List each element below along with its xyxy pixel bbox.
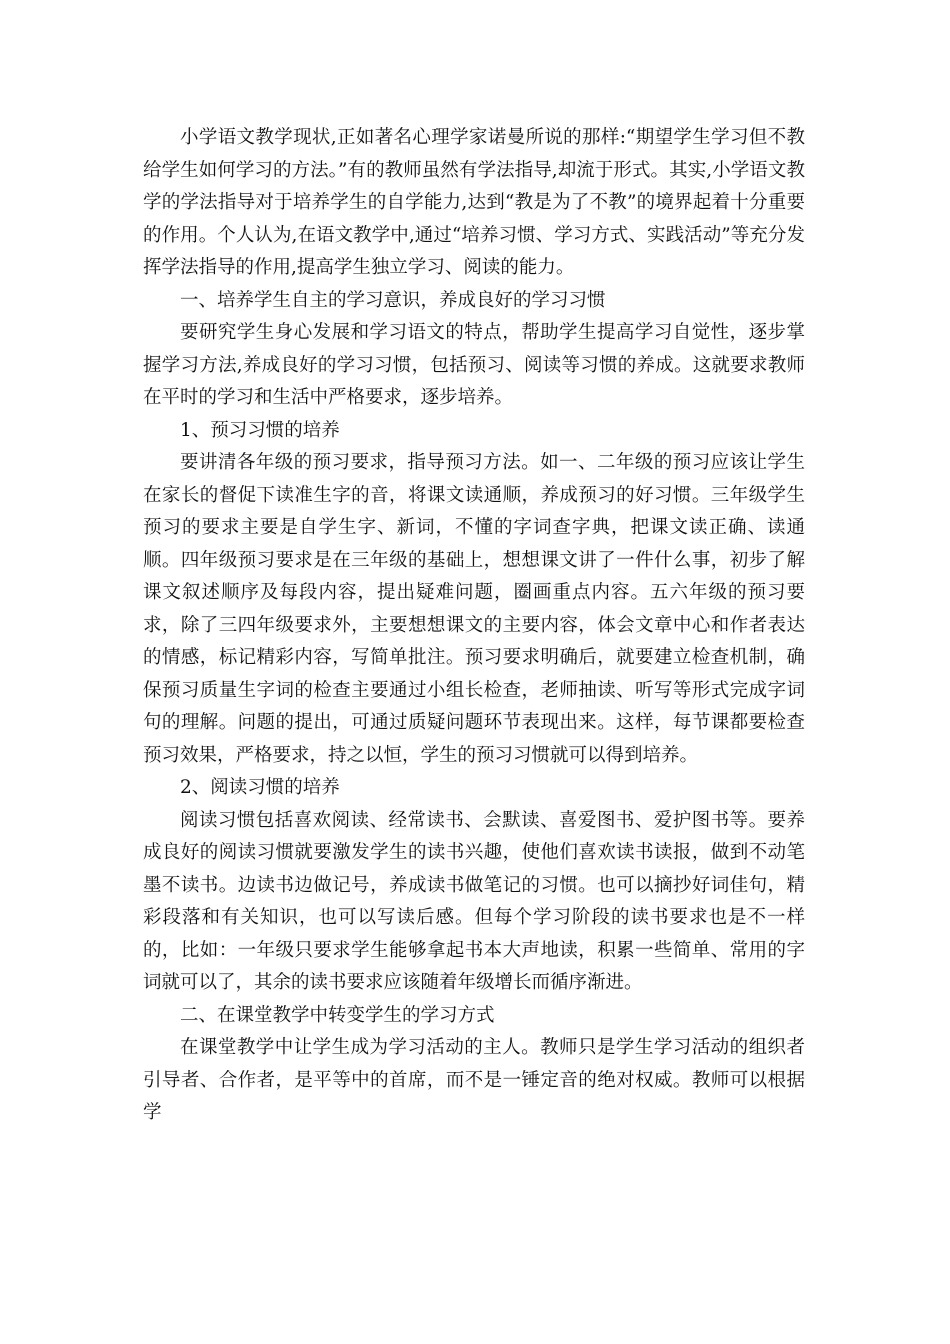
section-heading-1: 一、培养学生自主的学习意识，养成良好的学习习惯 [180, 289, 606, 311]
document-body [143, 122, 805, 1130]
subsection-heading-2: 2、阅读习惯的培养 [180, 777, 340, 798]
subsection-2-paragraph: 阅读习惯包括喜欢阅读、经常读书、会默读、喜爱图书、爱护图书等。要养成良好的阅读习惯就要激发学生的读书兴趣，使他们喜欢读书读报，做到不动笔墨不读书。边读书边做记号，养成读书做笔记的习惯。也可以摘抄好词佳句，精彩段落和有关知识，也可以写读后感。但每个学习阶段的读书要求也是不一样的，比如：一年级只要求学生能够拿起书本大声地读，积累一些简单、常用的字词就可以了，其余的读书要求应该随着年级增长而循序渐进。 [143, 809, 805, 993]
intro-paragraph: 小学语文教学现状,正如著名心理学家诺曼所说的那样:“期望学生学习但不教给学生如何学习的方法。”有的教师虽然有学法指导,却流于形式。其实,小学语文教学的学法指导对于培养学生的自学能力,达到“教是为了不教”的境界起着十分重要的作用。个人认为,在语文教学中,通过“培养习惯、学习方式、实践活动”等充分发挥学法指导的作用,提高学生独立学习、阅读的能力。 [143, 127, 805, 278]
section-heading-2: 二、在课堂教学中转变学生的学习方式 [180, 1004, 495, 1026]
section-2-paragraph: 在课堂教学中让学生成为学习活动的主人。教师只是学生学习活动的组织者引导者、合作者，是平等中的首席，而不是一锤定音的绝对权威。教师可以根据学 [143, 1037, 805, 1123]
section-1-paragraph: 要研究学生身心发展和学习语文的特点，帮助学生提高学习自觉性，逐步掌握学习方法,养成良好的学习习惯，包括预习、阅读等习惯的养成。这就要求教师在平时的学习和生活中严格要求，逐步培养。 [143, 322, 805, 408]
subsection-1-paragraph: 要讲清各年级的预习要求，指导预习方法。如一、二年级的预习应该让学生在家长的督促下读准生字的音，将课文读通顺，养成预习的好习惯。三年级学生预习的要求主要是自学生字、新词，不懂的字词查字典，把课文读正确、读通顺。四年级预习要求是在三年级的基础上，想想课文讲了一件什么事，初步了解课文叙述顺序及每段内容，提出疑难问题，圈画重点内容。五六年级的预习要求，除了三四年级要求外，主要想想课文的主要内容，体会文章中心和作者表达的情感，标记精彩内容，写简单批注。预习要求明确后，就要建立检查机制，确保预习质量生字词的检查主要通过小组长检查，老师抽读、听写等形式完成字词句的理解。问题的提出，可通过质疑问题环节表现出来。这样，每节课都要检查预习效果，严格要求，持之以恒，学生的预习习惯就可以得到培养。 [143, 452, 805, 766]
subsection-heading-1: 1、预习习惯的培养 [180, 419, 340, 441]
